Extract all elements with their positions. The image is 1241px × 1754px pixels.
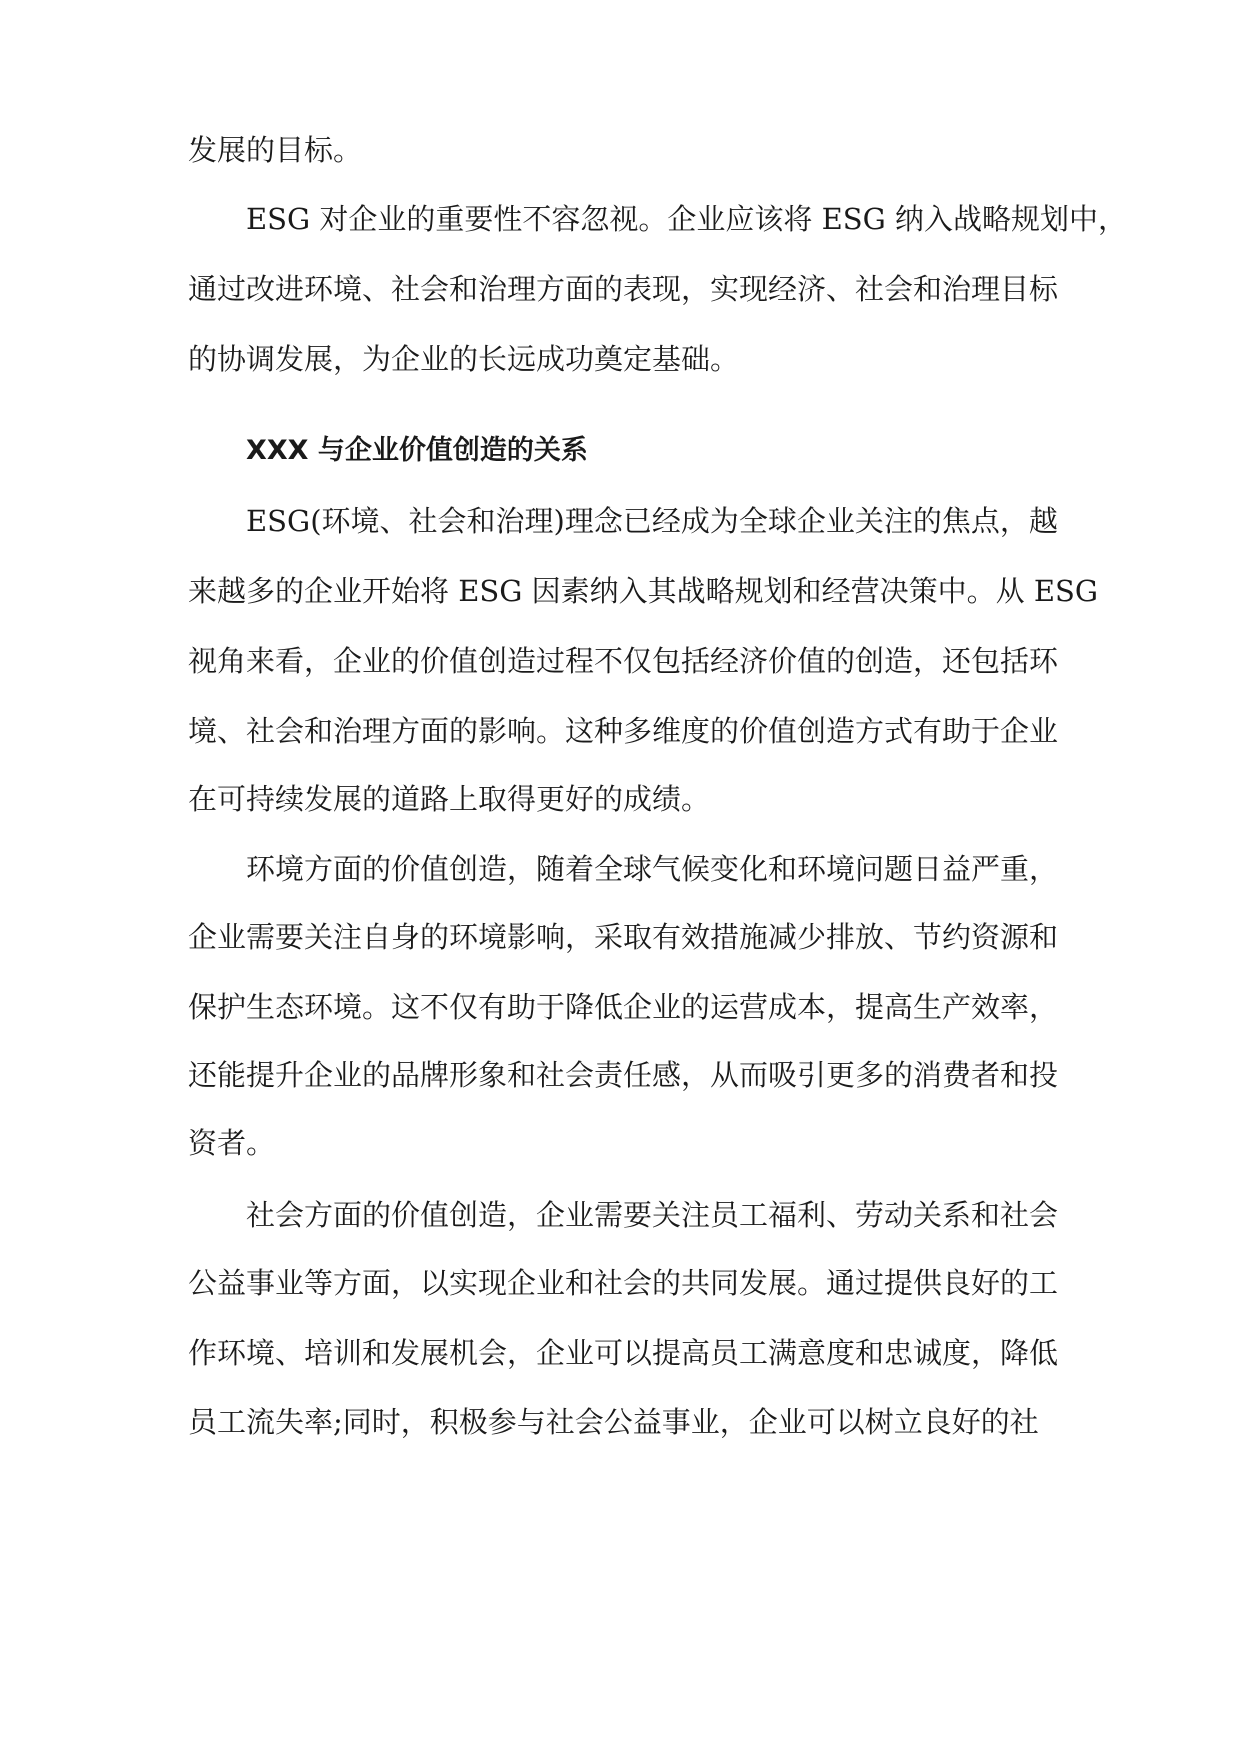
paragraph-line: 资者。 — [188, 1126, 276, 1160]
paragraph-line: 来越多的企业开始将 ESG 因素纳入其战略规划和经营决策中。从 ESG — [188, 574, 1099, 608]
paragraph-line: 社会方面的价值创造，企业需要关注员工福利、劳动关系和社会 — [246, 1198, 1059, 1232]
paragraph-line: 发展的目标。 — [188, 133, 363, 167]
paragraph-line: ESG 对企业的重要性不容忽视。企业应该将 ESG 纳入战略规划中， — [246, 202, 1128, 236]
paragraph-line: 作环境、培训和发展机会，企业可以提高员工满意度和忠诚度，降低 — [188, 1336, 1059, 1370]
paragraph-line: 境、社会和治理方面的影响。这种多维度的价值创造方式有助于企业 — [188, 714, 1059, 748]
paragraph-line: 保护生态环境。这不仅有助于降低企业的运营成本，提高生产效率， — [188, 990, 1059, 1024]
paragraph-line: 视角来看，企业的价值创造过程不仅包括经济价值的创造，还包括环 — [188, 644, 1059, 678]
section-heading: XXX 与企业价值创造的关系 — [246, 435, 588, 466]
paragraph-line: 环境方面的价值创造，随着全球气候变化和环境问题日益严重， — [246, 852, 1059, 886]
paragraph-line: 在可持续发展的道路上取得更好的成绩。 — [188, 782, 711, 816]
paragraph-line: 公益事业等方面，以实现企业和社会的共同发展。通过提供良好的工 — [188, 1266, 1059, 1300]
paragraph-line: ESG(环境、社会和治理)理念已经成为全球企业关注的焦点，越 — [246, 504, 1058, 538]
paragraph-line: 员工流失率;同时，积极参与社会公益事业，企业可以树立良好的社 — [188, 1405, 1039, 1439]
paragraph-line: 通过改进环境、社会和治理方面的表现，实现经济、社会和治理目标 — [188, 272, 1059, 306]
paragraph-line: 企业需要关注自身的环境影响，采取有效措施减少排放、节约资源和 — [188, 920, 1059, 954]
paragraph-line: 还能提升企业的品牌形象和社会责任感，从而吸引更多的消费者和投 — [188, 1058, 1059, 1092]
paragraph-line: 的协调发展，为企业的长远成功奠定基础。 — [188, 342, 740, 376]
